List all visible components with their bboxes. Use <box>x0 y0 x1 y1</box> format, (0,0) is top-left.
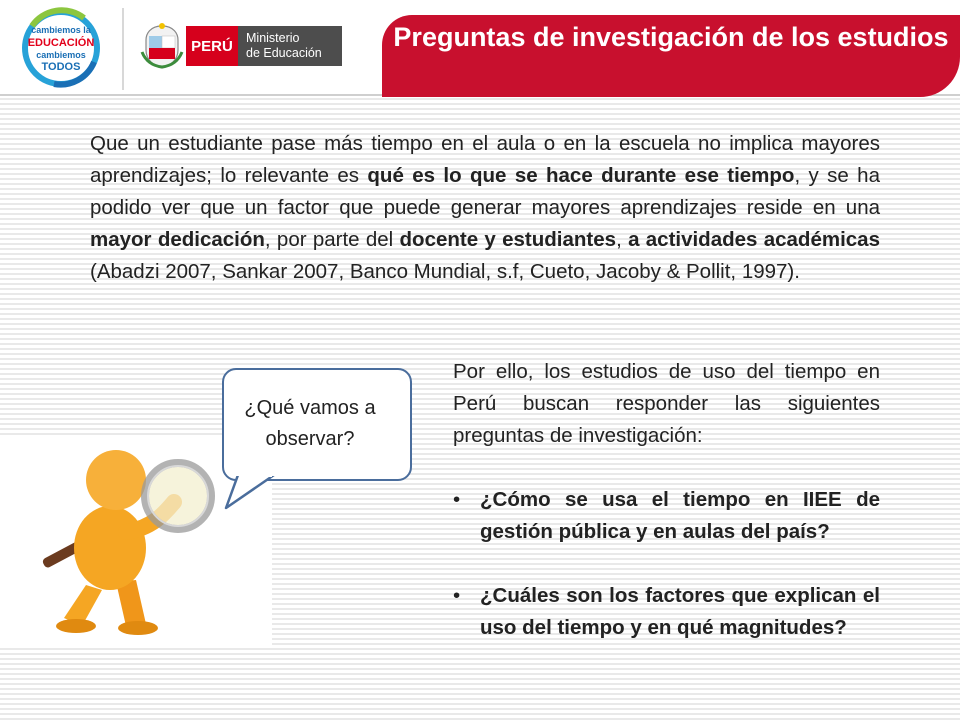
peru-coat-of-arms-icon <box>140 22 184 70</box>
intro-text-3: , por parte del <box>264 228 400 251</box>
bubble-line-2: observar? <box>265 428 355 450</box>
question-item <box>453 484 880 548</box>
logo-line-3: cambiemos <box>36 50 86 60</box>
page-title: Preguntas de investigación de los estudios <box>382 15 960 97</box>
speech-bubble-tail <box>224 476 280 512</box>
ministry-line-2: de Educación <box>246 46 322 60</box>
intro-bold-1: qué es lo que se hace durante ese tiempo <box>367 164 795 187</box>
research-questions-section <box>453 356 880 644</box>
intro-text-5: (Abadzi 2007, Sankar 2007, Banco Mundial, s.f, Cueto, Jacoby & Pollit, 1997). <box>90 260 800 283</box>
question-item <box>453 580 880 644</box>
intro-bold-4: a actividades académicas <box>628 228 880 251</box>
bubble-text <box>222 393 398 455</box>
question-list <box>453 484 880 644</box>
ministry-line-1: Ministerio <box>246 31 300 45</box>
logo-line-1: cambiemos la <box>31 25 91 35</box>
intro-bold-3: docente y estudiantes <box>399 228 617 251</box>
intro-text-4: , <box>616 228 629 251</box>
question-text: ¿Cómo se usa el tiempo en IIEE de gestión pública y en aulas del país? <box>480 488 880 543</box>
intro-text-2: , y se ha podido ver que un factor que puede generar mayores aprendizajes reside en una <box>90 164 880 219</box>
logo-line-4: TODOS <box>41 61 81 73</box>
question-text: ¿Cuáles son los factores que explican el uso del tiempo y en qué magnitudes? <box>480 584 880 639</box>
ministry-label <box>238 26 342 66</box>
logo-line-2: EDUCACIÓN <box>27 37 95 49</box>
peru-label: PERÚ <box>186 26 238 66</box>
intro-paragraph <box>90 128 880 288</box>
logo-divider <box>122 8 124 90</box>
intro-bold-2: mayor dedicación <box>90 228 265 251</box>
bubble-line-1: ¿Qué vamos a <box>244 397 376 419</box>
intro-question-paragraph: Por ello, los estudios de uso del tiempo en Perú buscan responder las siguientes preguntas de investigación: <box>453 360 880 447</box>
cambiemos-educacion-logo <box>14 6 108 90</box>
intro-text-1: Que un estudiante pase más tiempo en el aula o en la escuela no implica mayores aprendizajes; lo relevante es <box>90 132 880 187</box>
bullet-icon: • <box>453 488 461 511</box>
bullet-icon: • <box>453 584 461 607</box>
